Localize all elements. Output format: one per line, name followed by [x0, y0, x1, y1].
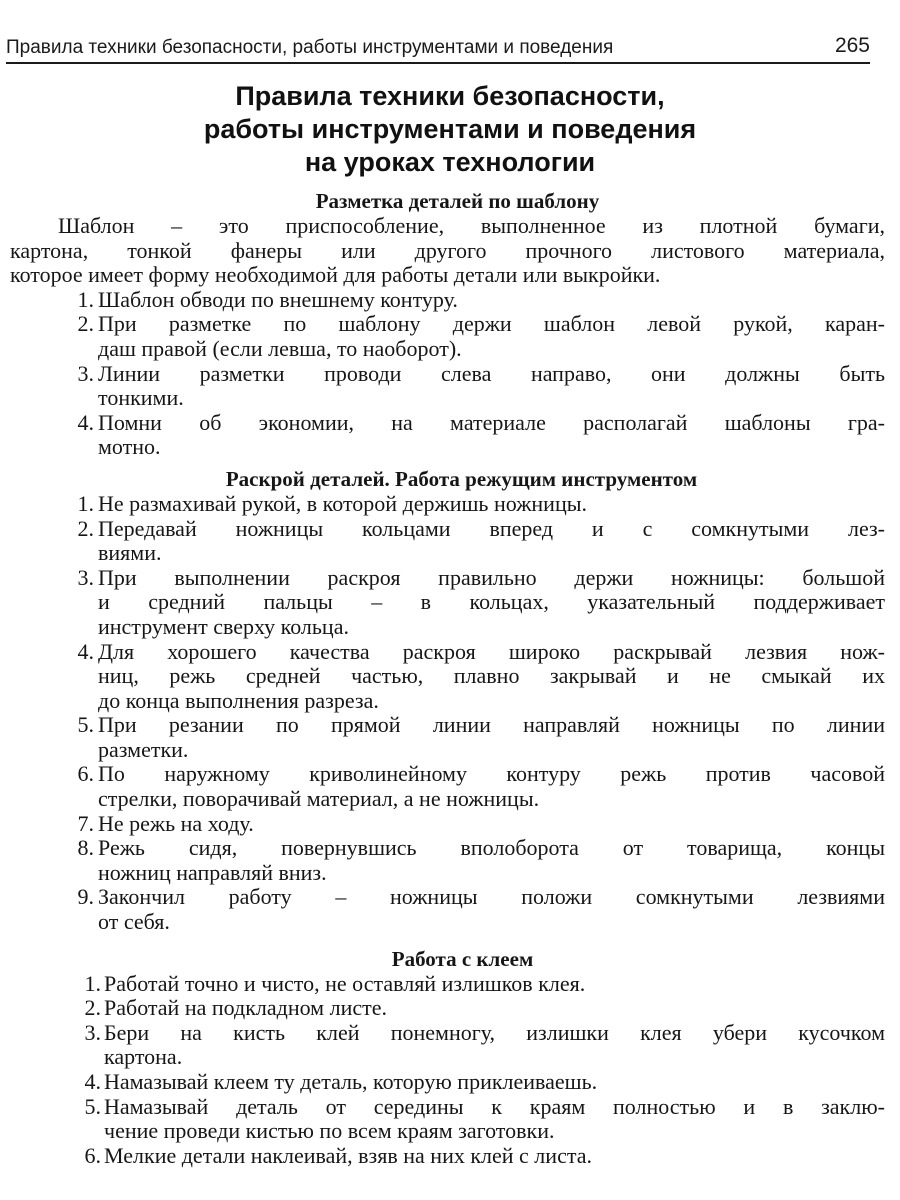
item-text: Линии разметки проводи слева направо, они должны быть [98, 360, 885, 386]
item-number: 2. [77, 515, 94, 541]
intro-line: которое имеет форму необходимой для работы детали или выкройки. [10, 262, 661, 288]
item-text: Передавай ножницы кольцами вперед и с сомкнутыми лез- [98, 515, 885, 541]
item-number: 1. [77, 286, 94, 312]
item-text: Шаблон обводи по внешнему контуру. [98, 286, 458, 312]
section-heading: Работа с клеем [391, 946, 534, 971]
section-heading: Разметка деталей по шаблону [315, 189, 600, 213]
item-text: инструмент сверху кольца. [98, 613, 349, 639]
item-text: Намазывай деталь от середины к краям полностью и в заклю- [104, 1093, 885, 1119]
item-number: 6. [77, 761, 94, 787]
item-number: 7. [77, 810, 94, 836]
rules-list [10, 972, 885, 1169]
item-text: При разметке по шаблону держи шаблон левой рукой, каран- [98, 311, 885, 337]
list-item [10, 762, 885, 811]
running-title: Правила техники безопасности, работы инструментами и поведения [6, 37, 614, 58]
list-item [10, 566, 885, 640]
item-text: ниц, режь средней частью, плавно закрывай и не смыкай их [98, 663, 885, 689]
item-text: При резании по прямой линии направляй ножницы по линии [98, 712, 885, 738]
item-number: 2. [84, 995, 101, 1021]
item-number: 8. [77, 835, 94, 861]
item-text: от себя. [98, 909, 170, 935]
item-text: Работай точно и чисто, не оставляй излишков клея. [104, 970, 586, 996]
item-number: 4. [77, 638, 94, 664]
intro-line: Шаблон – это приспособление, выполненное из плотной бумаги, [58, 213, 885, 238]
list-item [10, 996, 885, 1021]
item-number: 1. [84, 970, 101, 996]
item-text: разметки. [98, 736, 189, 762]
page-title [0, 80, 900, 179]
rules-list [10, 288, 885, 460]
item-text: Не режь на ходу. [98, 810, 254, 836]
list-item [10, 640, 885, 714]
list-item [10, 1070, 885, 1095]
list-item [10, 812, 885, 837]
title-line: на уроках технологии [304, 147, 596, 177]
item-text: Работай на подкладном листе. [104, 995, 387, 1021]
item-number: 4. [84, 1069, 101, 1094]
page-body [10, 188, 885, 1168]
item-text: Не размахивай рукой, в которой держишь ножницы. [98, 490, 587, 516]
list-item [10, 885, 885, 934]
list-item [10, 312, 885, 361]
list-item [10, 836, 885, 885]
item-number: 3. [77, 360, 94, 386]
item-text: Режь сидя, повернувшись вполоборота от товарища, концы [98, 835, 885, 861]
item-number: 9. [77, 884, 94, 910]
item-text: ножниц направляй вниз. [98, 859, 327, 885]
item-number: 3. [77, 564, 94, 590]
list-item [10, 492, 885, 517]
section-heading: Раскрой деталей. Работа режущим инструментом [225, 466, 698, 491]
title-line: работы инструментами и поведения [203, 114, 697, 144]
item-text: и средний пальцы – в кольцах, указательный поддерживает [98, 589, 885, 615]
item-text: картона. [104, 1044, 183, 1070]
item-text: Для хорошего качества раскроя широко раскрывай лезвия нож- [98, 638, 885, 664]
title-line: Правила техники безопасности, [235, 81, 665, 111]
item-text: Помни об экономии, на материале располагай шаблоны гра- [98, 409, 885, 435]
list-item [10, 1095, 885, 1144]
item-number: 4. [77, 409, 94, 435]
item-text: Бери на кисть клей понемногу, излишки клея убери кусочком [104, 1019, 885, 1045]
list-item [10, 411, 885, 460]
intro-line: картона, тонкой фанеры или другого прочного листового материала, [10, 237, 885, 263]
list-item [10, 1021, 885, 1070]
item-number: 3. [84, 1019, 101, 1045]
list-item [10, 288, 885, 313]
item-text: мотно. [98, 434, 161, 460]
item-text: Намазывай клеем ту деталь, которую приклеиваешь. [104, 1069, 598, 1094]
section-intro [10, 214, 885, 288]
item-text: По наружному криволинейному контуру режь против часовой [98, 761, 885, 787]
running-header [6, 36, 870, 64]
item-text: до конца выполнения разреза. [98, 687, 379, 713]
list-item [10, 713, 885, 762]
item-text: даш правой (если левша, то наоборот). [98, 335, 462, 361]
item-number: 6. [84, 1142, 101, 1168]
item-text: тонкими. [98, 385, 184, 411]
page-number: 265 [834, 34, 870, 57]
item-text: виями. [98, 540, 162, 566]
list-item [10, 362, 885, 411]
item-text: Мелкие детали наклеивай, взяв на них клей с листа. [104, 1142, 592, 1168]
item-text: Закончил работу – ножницы положи сомкнутыми лезвиями [98, 884, 885, 910]
item-text: стрелки, поворачивай материал, а не ножницы. [98, 786, 540, 812]
item-number: 1. [77, 490, 94, 516]
item-text: чение проведи кистью по всем краям заготовки. [104, 1118, 555, 1144]
item-text: При выполнении раскроя правильно держи ножницы: большой [98, 564, 885, 590]
item-number: 2. [77, 311, 94, 337]
list-item [10, 1144, 885, 1169]
item-number: 5. [77, 712, 94, 738]
list-item [10, 972, 885, 997]
list-item [10, 517, 885, 566]
rules-list [10, 492, 885, 935]
item-number: 5. [84, 1093, 101, 1119]
